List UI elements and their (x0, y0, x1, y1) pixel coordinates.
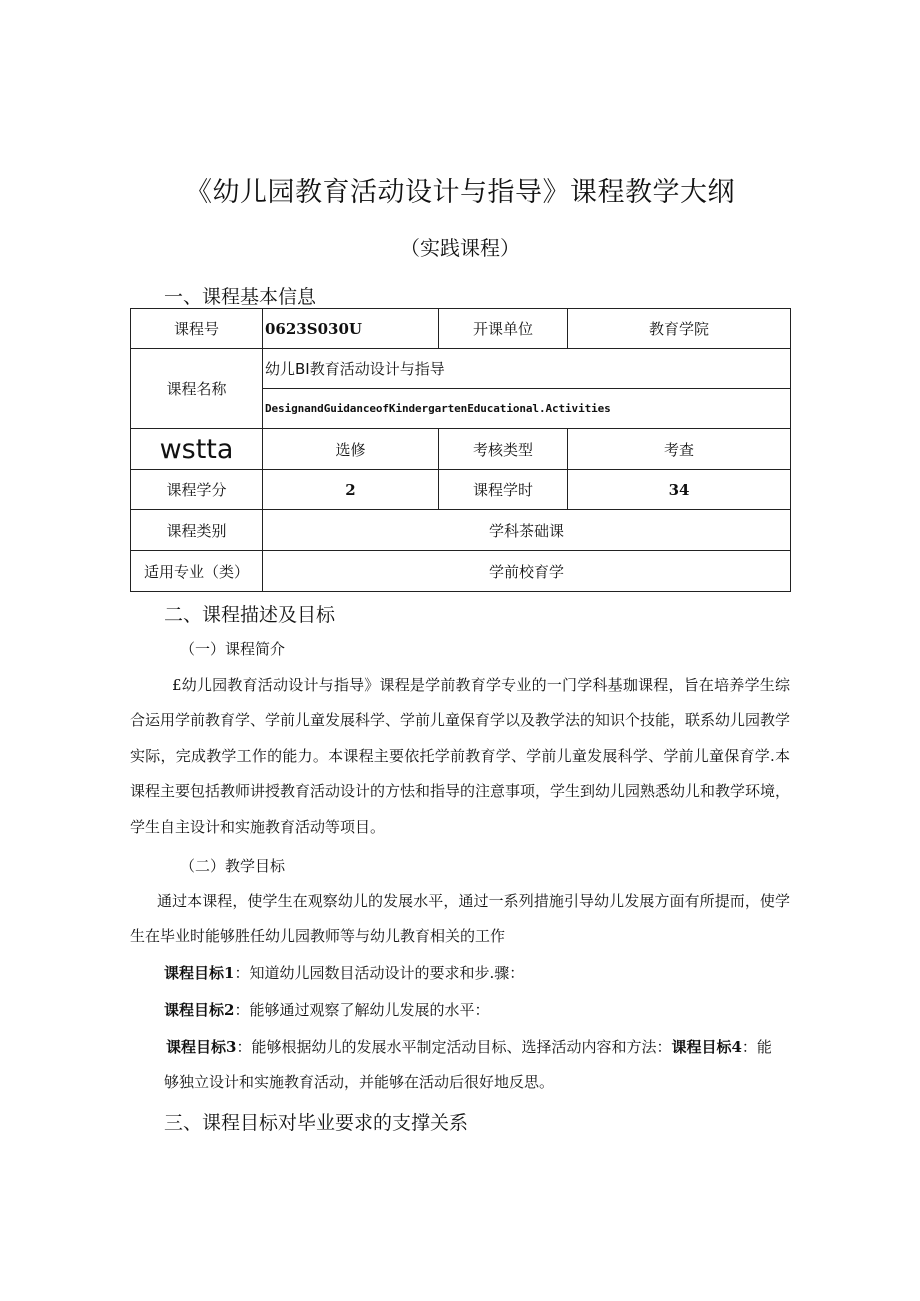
credit-value: 2 (263, 470, 439, 510)
course-info-table (130, 308, 791, 592)
table-row (131, 349, 791, 389)
major-label: 适用专业（类） (131, 551, 263, 592)
section-1-heading: 一、课程基本信息 (164, 286, 317, 308)
section-3-heading: 三、课程目标对毕业要求的支撑关系 (164, 1112, 469, 1134)
exam-type-value: 考查 (568, 429, 791, 470)
exam-type-label: 考核类型 (439, 429, 568, 470)
hours-value: 34 (568, 470, 791, 510)
major-value: 学前校育学 (263, 551, 791, 592)
course-no-label: 课程号 (131, 309, 263, 349)
goal-1: 课程目标1：知道幼儿园数目活动设计的要求和步.骤： (164, 964, 525, 982)
table-row (131, 470, 791, 510)
goal-2: 课程目标2：能够通过观察了解幼儿发展的水平： (164, 1001, 490, 1019)
course-intro-paragraph: £幼儿园教育活动设计与指导》课程是学前教育学专业的一门学科基珈课程，旨在培养学生综合运用学前教育学、学前儿童发展科学、学前儿童保育学以及教学法的知识个技能，联系幼儿园教学实际，完成教学工作的能力。本课程主要依托学前教育学、学前儿童发展科学、学前儿童保育学.本课程主要包括教师讲授教育活动设计的方怯和指导的注意事项，学生到幼儿园熟悉幼儿和教学环境，学生自主设计和实施教育活动等项目。 (130, 676, 791, 836)
course-name-label: 课程名称 (131, 349, 263, 429)
goal-4-continued: 够独立设计和实施教育活动，并能够在活动后很好地反思。 (164, 1073, 555, 1091)
course-name-en: DesignandGuidanceofKindergartenEducational.Activities (263, 389, 791, 429)
credit-label: 课程学分 (131, 470, 263, 510)
unit-value: 教育学院 (568, 309, 791, 349)
table-row (131, 510, 791, 551)
category-label: 课程类别 (131, 510, 263, 551)
hours-label: 课程学时 (439, 470, 568, 510)
document-subtitle: （实践课程） (400, 236, 520, 260)
unit-label: 开课单位 (439, 309, 568, 349)
table-row (131, 309, 791, 349)
section-2-heading: 二、课程描述及目标 (164, 604, 336, 626)
table-row (131, 429, 791, 470)
course-nature-value: 选修 (263, 429, 439, 470)
goal-3-and-4: 课程目标3：能够根据幼儿的发展水平制定活动目标、选择活动内容和方法：课程目标4：能 (166, 1038, 772, 1056)
course-nature-label: wstta (131, 429, 263, 470)
objective-paragraph: 通过本课程，使学生在观察幼儿的发展水平，通过一系列措施引导幼儿发展方面有所提而，使学生在毕业时能够胜任幼儿园教师等与幼儿教育相关的工作 (130, 892, 790, 946)
table-row (131, 551, 791, 592)
subsection-intro-heading: （一）课程简介 (180, 640, 286, 658)
course-no-value: 0623S030U (263, 309, 439, 349)
document-title: 《幼儿园教育活动设计与指导》课程教学大纲 (185, 177, 735, 208)
subsection-objectives-heading: （二）教学目标 (180, 857, 286, 875)
course-name-cn: 幼儿BI教育活动设计与指导 (263, 349, 791, 389)
category-value: 学科茶础课 (263, 510, 791, 551)
